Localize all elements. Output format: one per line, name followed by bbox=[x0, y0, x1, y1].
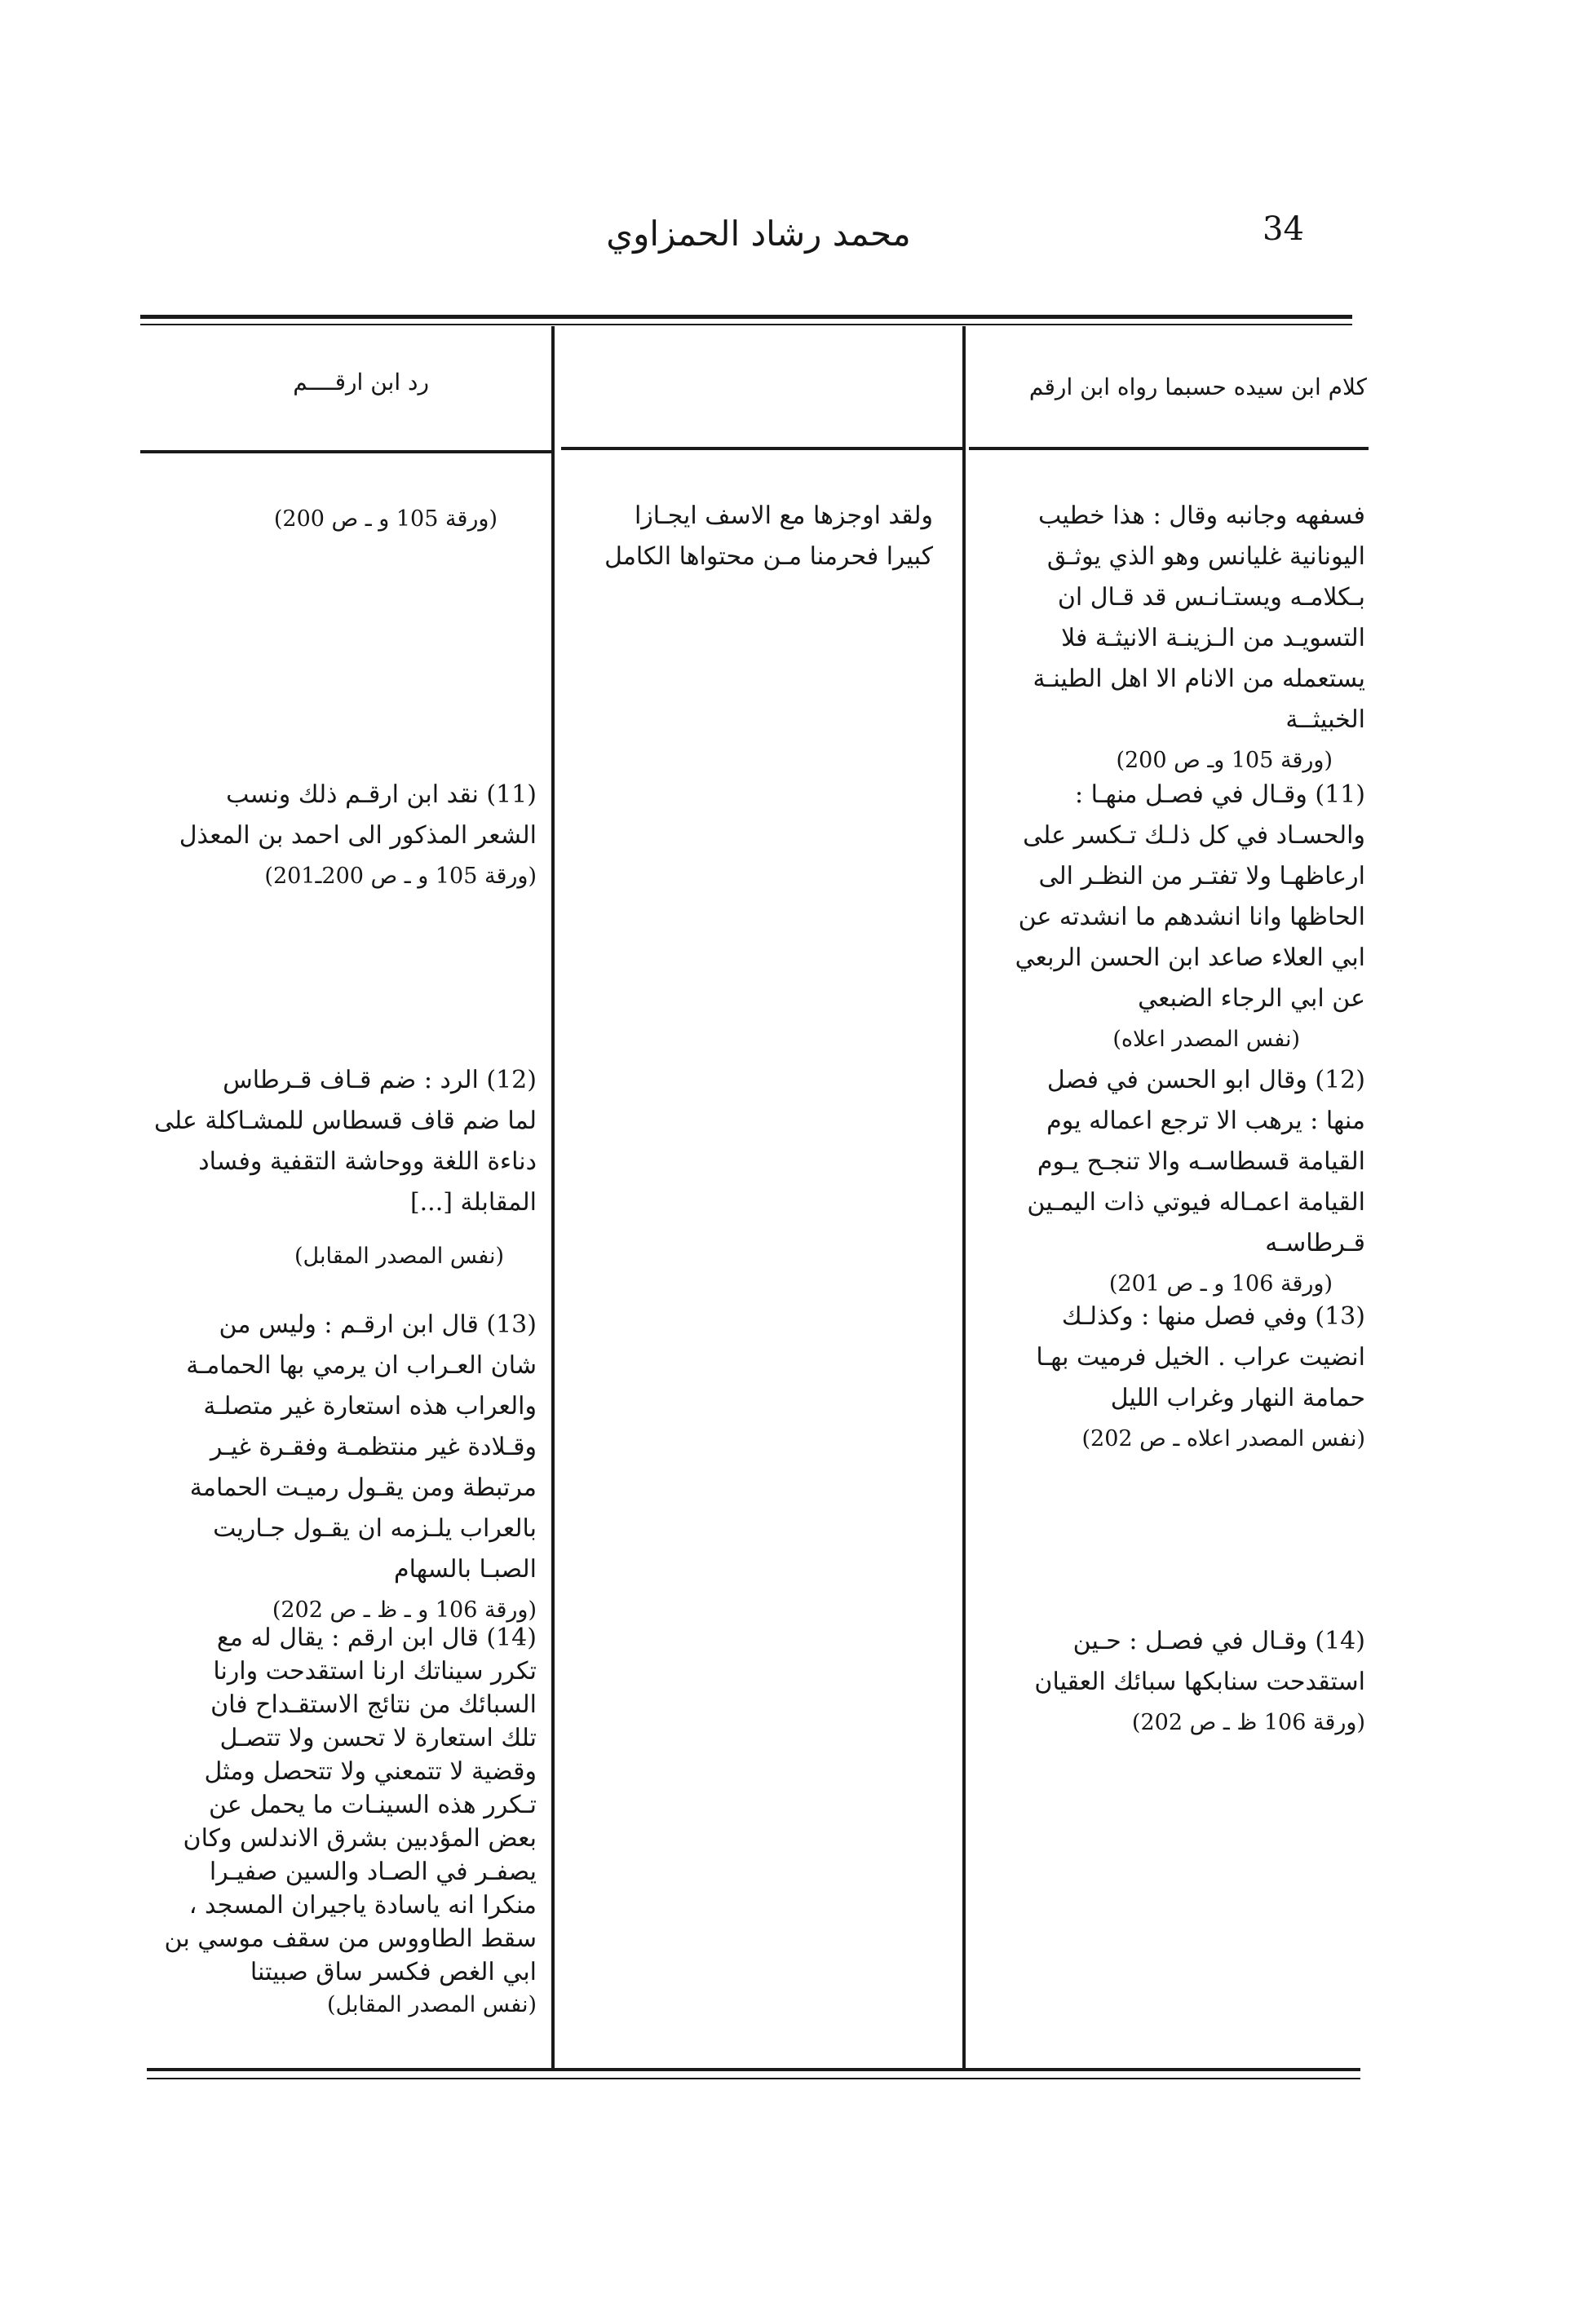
text-line: يستعمله من الانام الا اهل الطينـة bbox=[1033, 665, 1365, 693]
row-14-left-cell bbox=[140, 1621, 537, 2021]
text-line: دناءة اللغة ووحاشة التقفية وفساد bbox=[198, 1147, 537, 1176]
text-line: والعراب هذه استعارة غير متصلـة bbox=[203, 1392, 537, 1420]
source-citation: (ورقة 106 و ـ ص 201) bbox=[1108, 1271, 1333, 1297]
text-line: والحسـاد في كل ذلـك تـكسر على bbox=[1023, 821, 1365, 850]
text-line: يصفـر في الصـاد والسين صفيـرا bbox=[209, 1858, 537, 1886]
text-line: تلك استعارة لا تحسن ولا تتصـل bbox=[219, 1724, 537, 1752]
text-line: قـرطاسـه bbox=[1265, 1229, 1365, 1257]
text-line: (14) قال ابن ارقم : يقال له مع bbox=[216, 1624, 537, 1652]
text-line: تـكرر هذه السينـات ما يحمل عن bbox=[209, 1791, 537, 1819]
source-citation: (ورقة 105 و ـ ص 200ـ201) bbox=[264, 864, 537, 889]
text-line: شان العـراب ان يرمي بها الحمامـة bbox=[186, 1351, 537, 1380]
text-line: كبيرا فحرمنا مـن محتواها الكامل bbox=[604, 542, 933, 571]
text-line: (14) وقـال في فصـل : حـين bbox=[1072, 1627, 1365, 1655]
text-line: (11) نقد ابن ارقـم ذلك ونسب bbox=[226, 780, 537, 809]
header-rule-left bbox=[140, 450, 551, 453]
running-header-author: محمد رشاد الحمزاوي bbox=[606, 214, 911, 254]
source-citation: (نفس المصدر اعلاه ـ ص 202) bbox=[1081, 1426, 1365, 1451]
column-divider-left bbox=[551, 326, 555, 2071]
row-10-middle-cell bbox=[558, 496, 933, 577]
text-line: ولقد اوجزها مع الاسف ايجـازا bbox=[634, 501, 933, 530]
column-header-left: رد ابن ارقــــم bbox=[293, 369, 429, 395]
text-line: الشعر المذكور الى احمد بن المعذل bbox=[179, 821, 537, 850]
text-line: (11) وقـال في فصـل منهـا : bbox=[1074, 780, 1365, 809]
text-line: فسفهه وجانبه وقال : هذا خطيب bbox=[1038, 501, 1365, 530]
text-line: وقضية لا تتمعني ولا تتحصل ومثل bbox=[204, 1757, 537, 1786]
source-citation: (نفس المصدر المقابل) bbox=[294, 1244, 504, 1269]
source-citation: (ورقة 106 و ـ ظ ـ ص 202) bbox=[272, 1597, 537, 1623]
source-citation: (نفس المصدر المقابل) bbox=[327, 1992, 537, 2017]
text-line: ابي الغص فكسر ساق صبيتنا bbox=[250, 1958, 537, 1986]
text-line: مرتبطة ومن يقـول رميـت الحمامة bbox=[189, 1473, 537, 1502]
bottom-rule-thin bbox=[147, 2078, 1360, 2079]
text-line: الحاظها وانا انشدهم ما انشدته عن bbox=[1018, 903, 1365, 931]
text-line: (13) وفي فصل منها : وكذلـك bbox=[1061, 1302, 1365, 1331]
text-line: بالعراب يلـزمه ان يقـول جـاريت bbox=[213, 1514, 537, 1543]
text-line: القيامة قسطاسـه والا تنجـح يـوم bbox=[1037, 1147, 1365, 1176]
column-header-right: كلام ابن سيده حسبما رواه ابن ارقم bbox=[1028, 373, 1367, 400]
row-13-left-cell bbox=[140, 1305, 537, 1631]
top-rule-thick bbox=[140, 315, 1352, 319]
text-line: منكرا انه ياسادة ياجيران المسجد ، bbox=[188, 1891, 537, 1920]
row-11-right-cell bbox=[969, 775, 1365, 1060]
text-line: (13) قال ابن ارقـم : وليس من bbox=[219, 1310, 537, 1339]
text-line: عن ابي الرجاء الضبعي bbox=[1138, 984, 1365, 1013]
text-line: استقدحت سنابكها سبائك العقيان bbox=[1034, 1668, 1365, 1696]
text-line: (12) وقال ابو الحسن في فصل bbox=[1046, 1066, 1365, 1094]
row-11-left-cell bbox=[140, 775, 537, 897]
text-line: بعض المؤدبين بشرق الاندلس وكان bbox=[183, 1824, 537, 1853]
row-13-right-cell bbox=[969, 1297, 1365, 1460]
text-line: (12) الرد : ضم قـاف قـرطاس bbox=[223, 1066, 537, 1094]
text-line: وقـلادة غير منتظمـة وفقـرة غيـر bbox=[210, 1433, 537, 1461]
text-line: تكرر سيناتك ارنا استقدحت وارنا bbox=[213, 1657, 537, 1686]
row-12-left-cell bbox=[140, 1060, 537, 1277]
text-line: حمامة النهار وغراب الليل bbox=[1110, 1384, 1365, 1412]
text-line: الصبـا بالسهام bbox=[394, 1555, 537, 1584]
source-citation: (ورقة 105 وـ ص 200) bbox=[1116, 748, 1333, 773]
text-line: لما ضم قاف قسطاس للمشـاكلة على bbox=[153, 1107, 537, 1135]
page-number: 34 bbox=[1263, 210, 1304, 248]
row-10-right-cell bbox=[969, 496, 1365, 781]
text-line: بـكلامـه ويستـانـس قد قـال ان bbox=[1057, 583, 1365, 612]
text-line: ارعاظهـا ولا تفتـر من النظـر الى bbox=[1038, 862, 1365, 890]
row-14-right-cell bbox=[969, 1621, 1365, 1743]
text-line: اليونانية غليانس وهو الذي يوثـق bbox=[1046, 542, 1365, 571]
text-line: السبائك من نتائج الاستقـداح فان bbox=[210, 1690, 537, 1719]
header-rule-right bbox=[969, 447, 1369, 450]
text-line: الخبيثــة bbox=[1285, 705, 1365, 734]
text-line: التسويـد من الـزينـة الانيثـة فلا bbox=[1061, 624, 1365, 652]
header-rule-middle bbox=[561, 447, 962, 450]
text-line: انضيت عراب . الخيل فرميت بهـا bbox=[1036, 1343, 1365, 1372]
text-line: ابي العلاء صاعد ابن الحسن الربعي bbox=[1015, 943, 1365, 972]
source-citation: (ورقة 106 ظ ـ ص 202) bbox=[1131, 1710, 1365, 1735]
column-divider-right bbox=[962, 326, 966, 2071]
row-12-right-cell bbox=[969, 1060, 1365, 1305]
bottom-rule-thick bbox=[147, 2068, 1360, 2071]
row-10-left-cell bbox=[147, 499, 498, 540]
text-line: المقابلة [...] bbox=[409, 1188, 537, 1217]
source-citation: (نفس المصدر اعلاه) bbox=[1112, 1027, 1300, 1052]
source-citation: (ورقة 105 و ـ ص 200) bbox=[273, 506, 498, 532]
text-line: القيامة اعمـاله فيوتي ذات اليمـين bbox=[1027, 1188, 1365, 1217]
text-line: منها : يرهب الا ترجع اعماله يوم bbox=[1046, 1107, 1365, 1135]
top-rule-thin bbox=[140, 324, 1352, 325]
text-line: سقط الطاووس من سقف موسي بن bbox=[164, 1924, 537, 1953]
